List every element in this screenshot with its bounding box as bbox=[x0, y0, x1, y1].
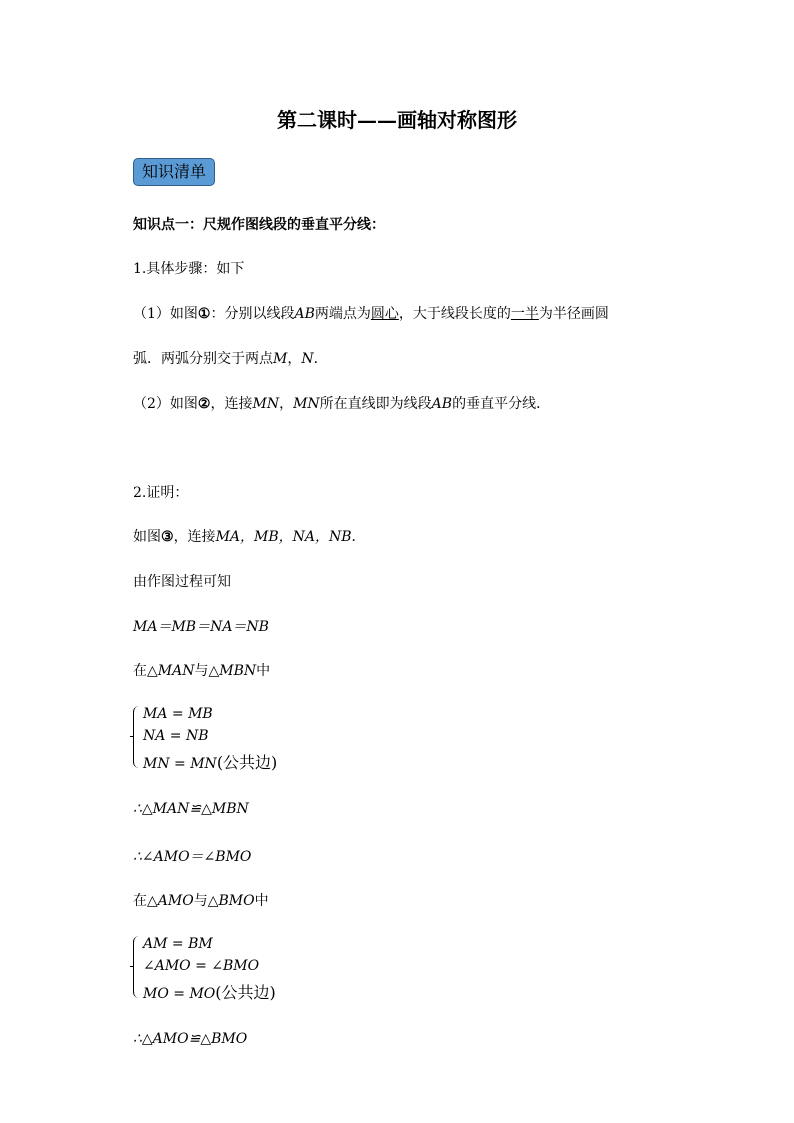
word-in: 在 bbox=[133, 663, 147, 679]
step1-line2-text: 弧．两弧分别交于两点 bbox=[133, 351, 273, 367]
equation-note: (公共边) bbox=[216, 753, 278, 772]
circled-number-2: ② bbox=[197, 396, 211, 412]
step1-text-b: 两端点为 bbox=[314, 306, 371, 322]
triangle-man: △MAN bbox=[147, 663, 195, 679]
step2-prefix: （2）如图 bbox=[133, 396, 198, 412]
point-m: M bbox=[273, 351, 288, 367]
equation-note: (公共边) bbox=[215, 983, 276, 1002]
proof-prefix: 如图 bbox=[133, 529, 161, 545]
step2-text-c: 的垂直平分线． bbox=[452, 396, 551, 412]
circled-number-3: ③ bbox=[161, 529, 174, 545]
segment-mn: MN bbox=[252, 396, 280, 412]
step1-text-c: ，大于线段长度的 bbox=[398, 306, 511, 322]
proof-text-connect: ，连接 bbox=[173, 529, 216, 545]
circled-number-1: ① bbox=[197, 306, 211, 322]
step1-text-d: 为半径画圆 bbox=[538, 306, 609, 322]
word-middle: 中 bbox=[256, 663, 271, 679]
section-badge: 知识清单 bbox=[133, 158, 215, 186]
step1-line1 bbox=[133, 303, 609, 323]
conclusion-congruent-1: ∴△MAN≌△MBN bbox=[133, 801, 249, 817]
triangle-bmo: △BMO bbox=[207, 893, 255, 909]
word-middle: 中 bbox=[254, 893, 269, 909]
word-in: 在 bbox=[133, 893, 147, 909]
separator: ， bbox=[279, 396, 294, 412]
equation bbox=[143, 750, 277, 773]
period: ． bbox=[313, 351, 328, 367]
proof-line-triangles-2 bbox=[133, 890, 269, 910]
segment-ab: AB bbox=[431, 396, 453, 412]
equation-expr: MO = MO bbox=[143, 986, 216, 1002]
equation bbox=[143, 980, 276, 1003]
underlined-term-center: 圆心 bbox=[370, 306, 399, 322]
page-title: 第二课时——画轴对称图形 bbox=[277, 108, 517, 132]
equation-expr: MA = MB bbox=[143, 706, 213, 722]
word-and: 与 bbox=[194, 663, 209, 679]
segment-ab: AB bbox=[294, 306, 315, 322]
equation-expr: NA = NB bbox=[143, 728, 209, 744]
step1-line2 bbox=[133, 348, 328, 368]
triangle-amo: △AMO bbox=[147, 893, 194, 909]
conclusion-congruent-2: ∴△AMO≌△BMO bbox=[133, 1031, 248, 1047]
segment-list: MA，MB，NA，NB bbox=[215, 529, 352, 545]
step2-text-a: ，连接 bbox=[210, 396, 253, 412]
equation-expr: MN = MN bbox=[143, 756, 217, 772]
equation-expr: AM = BM bbox=[143, 936, 213, 952]
knowledge-point-heading: 知识点一：尺规作图线段的垂直平分线： bbox=[133, 217, 385, 233]
equation bbox=[143, 936, 213, 952]
equation bbox=[143, 706, 213, 722]
separator: ， bbox=[287, 351, 302, 367]
left-brace bbox=[133, 706, 140, 768]
equal-segments: MA＝MB＝NA＝NB bbox=[133, 619, 269, 635]
underlined-term-half: 一半 bbox=[510, 306, 539, 322]
conclusion-angles-equal: ∴∠AMO＝∠BMO bbox=[133, 849, 252, 865]
steps-heading: 1.具体步骤：如下 bbox=[133, 261, 245, 277]
equation bbox=[143, 958, 259, 974]
step2-line bbox=[133, 393, 550, 413]
line-mn: MN bbox=[293, 396, 320, 412]
point-n: N bbox=[301, 351, 314, 367]
proof-line-construction: 由作图过程可知 bbox=[133, 574, 231, 590]
equation-expr: ∠AMO = ∠BMO bbox=[143, 958, 260, 974]
period: ． bbox=[351, 529, 366, 545]
proof-line-triangles-1 bbox=[133, 660, 270, 680]
proof-line-connect bbox=[133, 526, 366, 546]
word-and: 与 bbox=[193, 893, 208, 909]
left-brace bbox=[133, 936, 140, 998]
proof-heading: 2.证明： bbox=[133, 485, 189, 501]
equation bbox=[143, 728, 209, 744]
step1-prefix: （1）如图 bbox=[133, 306, 198, 322]
step1-text-a: ：分别以线段 bbox=[210, 306, 295, 322]
triangle-mbn: △MBN bbox=[208, 663, 257, 679]
step2-text-b: 所在直线即为线段 bbox=[319, 396, 432, 412]
